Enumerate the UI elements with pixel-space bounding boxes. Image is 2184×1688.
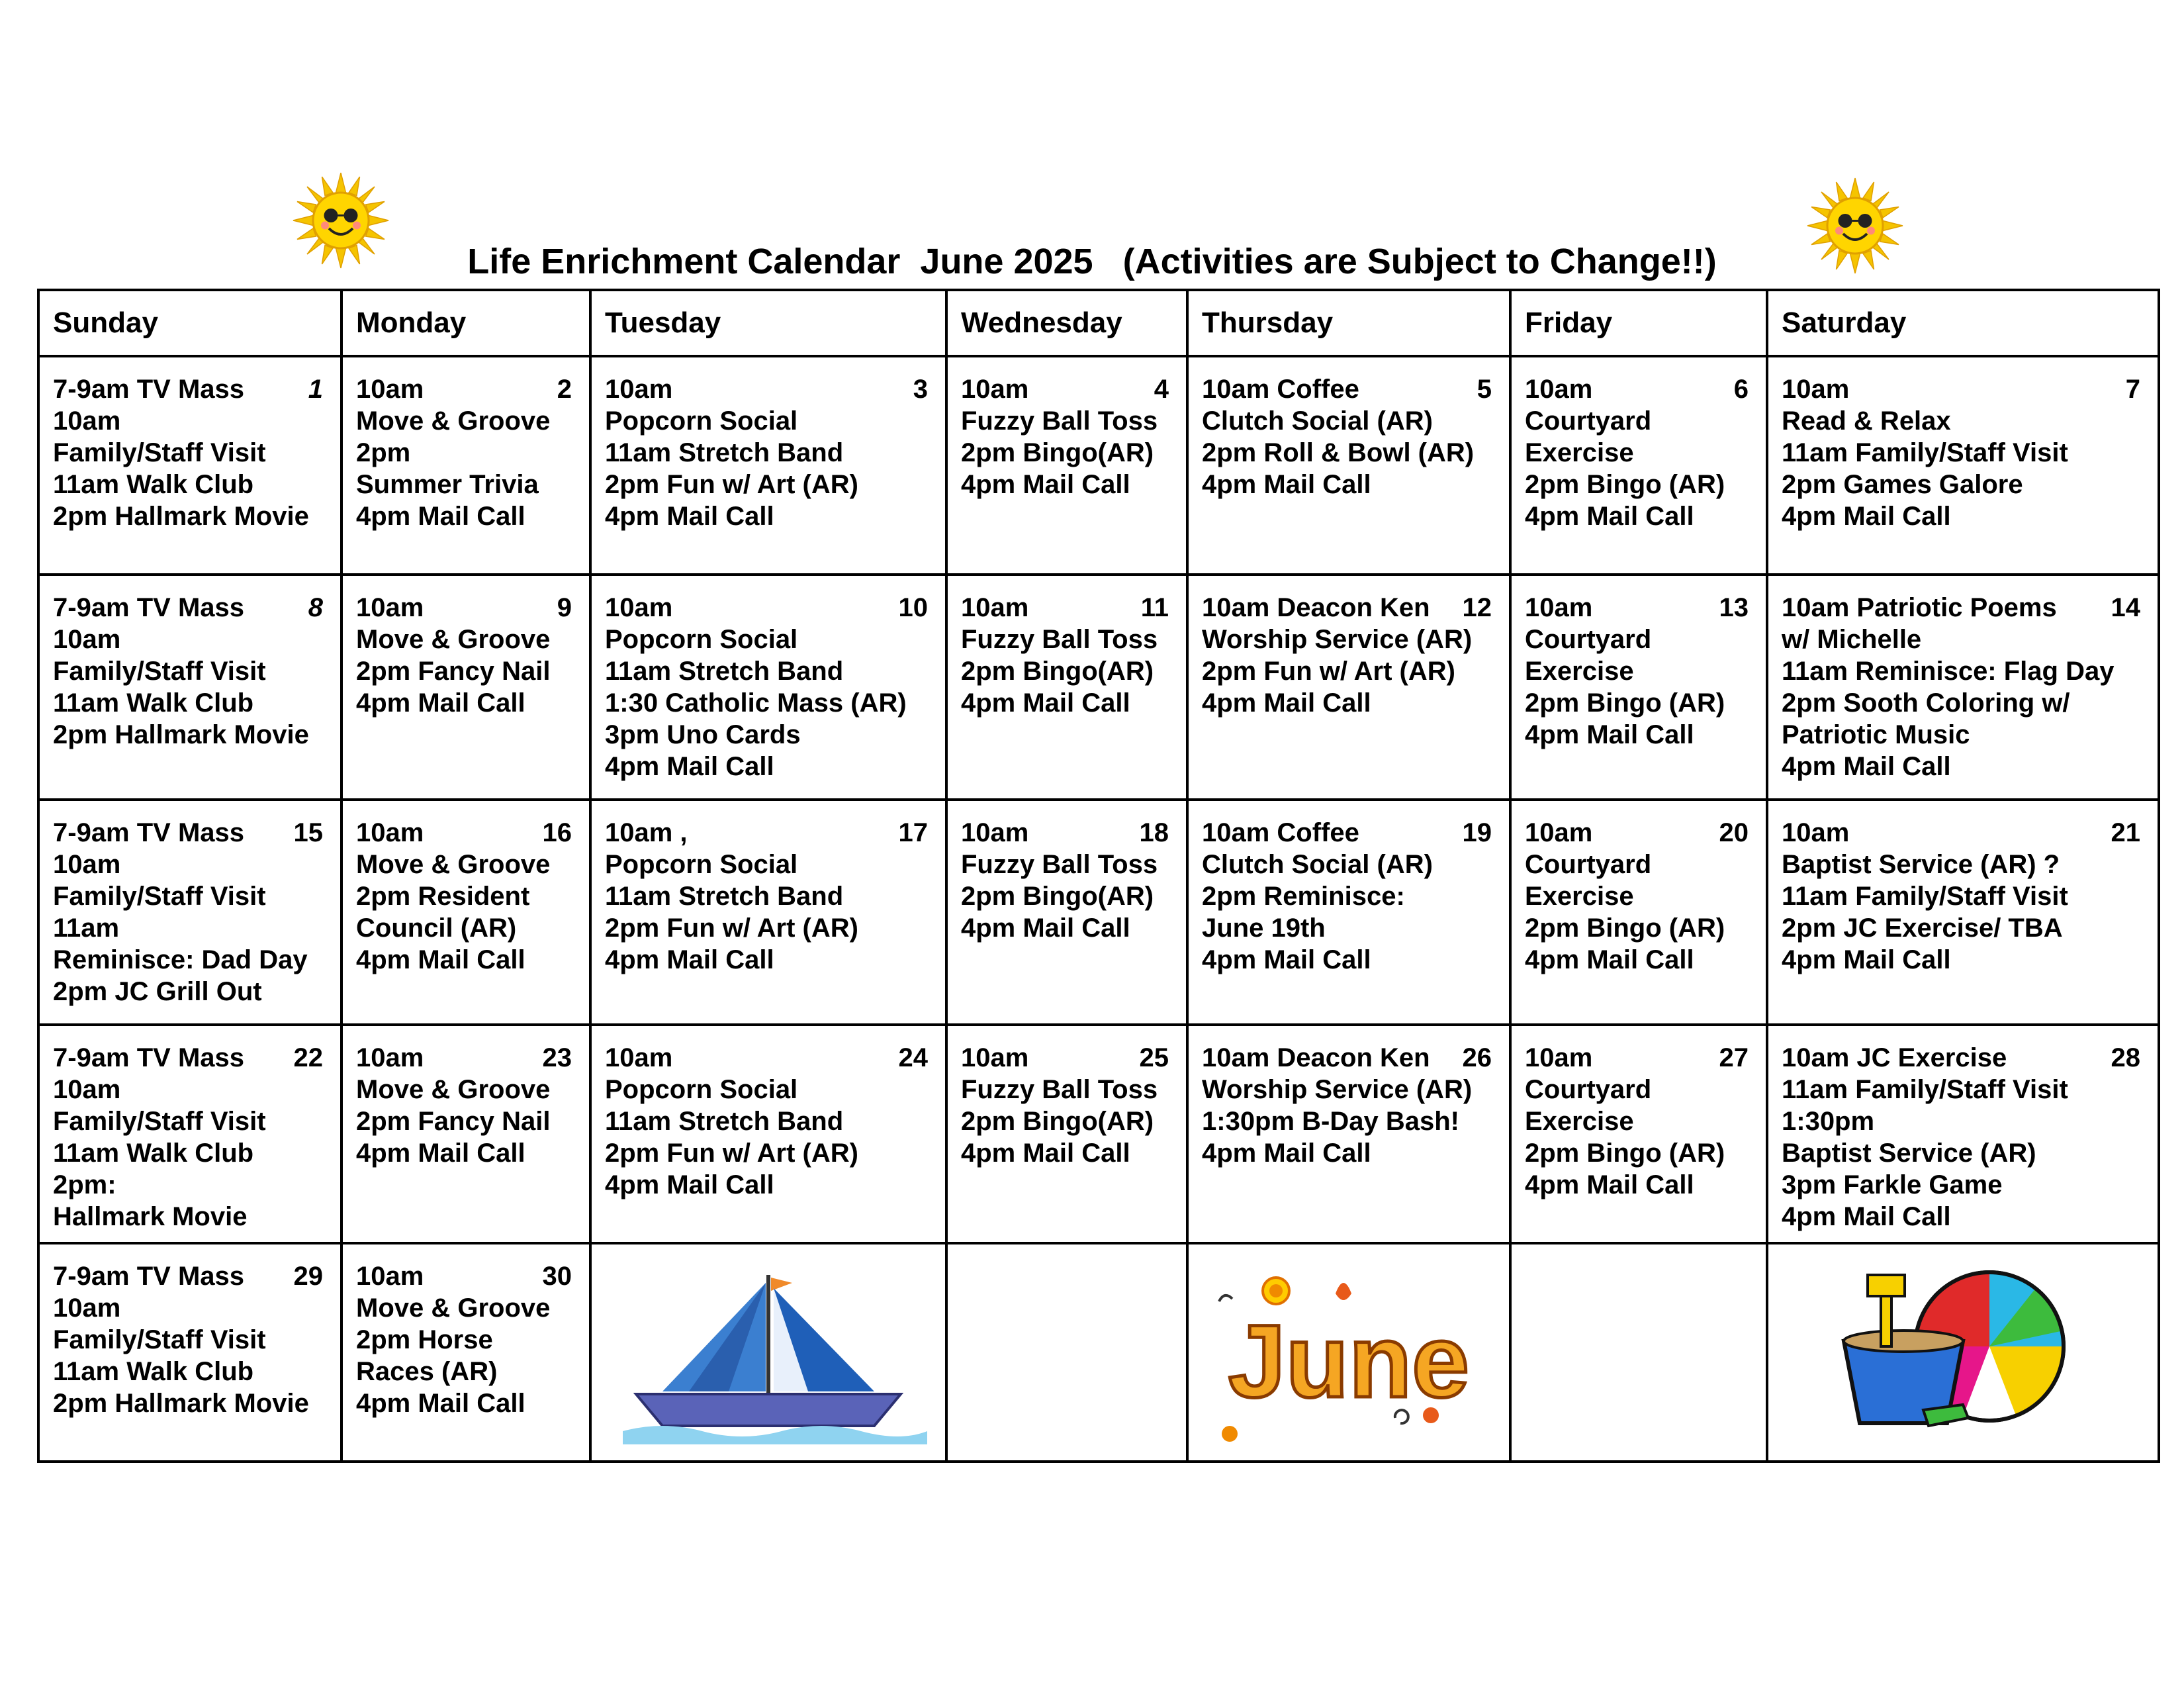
activity-line: Baptist Service (AR) ? [1782,850,2060,879]
activity-line: Fuzzy Ball Toss [961,850,1158,879]
activity-line: 11am [53,914,120,943]
activity-line: 10am [961,1043,1029,1072]
activity-line: 2pm Bingo(AR) [961,1107,1154,1136]
activity-line: 4pm Mail Call [1202,688,1371,718]
activity-line: 4pm Mail Call [1525,720,1694,749]
day-cell [341,800,590,1025]
day-number: 27 [1719,1043,1749,1072]
activity-line: 11am Walk Club [53,1139,254,1168]
day-cell [946,1025,1187,1243]
activity-line: 11am Walk Club [53,1357,254,1386]
day-cell [38,1025,341,1243]
activity-line: 2pm Hallmark Movie [53,1389,309,1418]
activity-line: 11am Reminisce: Flag Day [1782,657,2115,686]
activity-line: 4pm Mail Call [961,914,1130,943]
activity-line: Races (AR) [356,1357,498,1386]
activity-line: Read & Relax [1782,406,1951,436]
day-cell [38,575,341,800]
activity-line: 2pm Bingo (AR) [1525,914,1725,943]
activity-line: 10am [356,1262,424,1291]
activity-line: 11am Family/Staff Visit [1782,438,2068,467]
activity-line: Council (AR) [356,914,517,943]
day-content [1768,357,2158,573]
activity-line: Move & Groove [356,625,551,654]
day-cell [1187,1025,1510,1243]
beach-ball-bucket-icon [1817,1264,2109,1436]
calendar-title: Life Enrichment Calendar June 2025 (Activities are Subject to Change!!) [467,242,1717,281]
day-number: 26 [1462,1043,1492,1072]
day-content [1189,801,1509,1023]
activity-line: Worship Service (AR) [1202,625,1473,654]
activity-line: Exercise [1525,882,1634,911]
day-cell [1510,1025,1767,1243]
week-row [38,800,2159,1025]
activity-line: 2pm Roll & Bowl (AR) [1202,438,1475,467]
activity-line: Popcorn Social [605,406,798,436]
activity-line: 10am [1782,818,1850,847]
day-content [343,357,589,573]
day-number: 8 [308,593,323,622]
day-number: 18 [1139,818,1169,847]
activity-line: Courtyard [1525,850,1652,879]
activity-line: Family/Staff Visit [53,882,266,911]
activity-line: 4pm Mail Call [1525,945,1694,974]
day-cell [946,800,1187,1025]
activity-line: Move & Groove [356,850,551,879]
activity-line: Clutch Social (AR) [1202,850,1433,879]
day-number: 10 [898,593,928,622]
activity-line: 4pm Mail Call [961,470,1130,499]
activity-line: 10am [356,593,424,622]
activity-line: 7-9am TV Mass [53,593,245,622]
sailboat-icon [610,1264,927,1450]
day-number: 25 [1139,1043,1169,1072]
clipart-cell [1767,1243,2159,1462]
activity-line: 4pm Mail Call [1525,502,1694,531]
activity-line: 4pm Mail Call [356,945,525,974]
activity-line: 10am [53,850,121,879]
day-content [1768,1026,2158,1242]
activity-line: 10am [605,375,673,404]
clipart-cell [590,1243,946,1462]
activity-line: 4pm Mail Call [605,945,774,974]
day-cell [1767,800,2159,1025]
activity-line: 10am [961,375,1029,404]
day-content [1189,576,1509,798]
day-cell [1187,575,1510,800]
activity-line: Hallmark Movie [53,1202,248,1231]
day-number: 14 [2111,593,2140,622]
day-number: 11 [1140,593,1169,622]
weekday-header-row [38,290,2159,356]
activity-line: 2pm Bingo (AR) [1525,1139,1725,1168]
activity-line: 4pm Mail Call [1202,945,1371,974]
activity-line: Move & Groove [356,1293,551,1323]
activity-line: 10am Coffee [1202,375,1359,404]
day-number: 1 [308,375,323,404]
activity-line: 2pm Horse [356,1325,493,1354]
activity-line: Move & Groove [356,406,551,436]
activity-line: 4pm Mail Call [356,1389,525,1418]
day-number: 4 [1154,375,1169,404]
activity-line: Exercise [1525,438,1634,467]
activity-line: Patriotic Music [1782,720,1970,749]
day-content [1512,801,1766,1023]
weekday-header: Friday [1510,290,1767,356]
activity-line: 1:30pm B-Day Bash! [1202,1107,1460,1136]
day-cell [341,1243,590,1462]
activity-line: 3pm Farkle Game [1782,1170,2003,1199]
activity-line: 4pm Mail Call [1525,1170,1694,1199]
day-content [343,1244,589,1460]
activity-line: 2pm Fun w/ Art (AR) [605,914,858,943]
day-content [592,1026,945,1242]
weekday-header: Sunday [38,290,341,356]
activity-line: 2pm Bingo(AR) [961,657,1154,686]
activity-line: 10am [53,625,121,654]
day-number: 30 [542,1262,572,1291]
activity-line: 10am Coffee [1202,818,1359,847]
activity-line: 10am [961,818,1029,847]
activity-line: 10am , [605,818,688,847]
day-content [40,576,340,798]
day-content [40,801,340,1023]
week-row [38,1243,2159,1462]
day-content [343,576,589,798]
activity-line: 10am [605,593,673,622]
activity-line: 2pm Bingo (AR) [1525,688,1725,718]
activity-line: 10am [356,375,424,404]
day-content [592,576,945,798]
weekday-header: Tuesday [590,290,946,356]
day-cell [38,356,341,575]
week-row [38,356,2159,575]
day-number: 22 [293,1043,323,1072]
day-number: 20 [1719,818,1749,847]
june-text-icon [1203,1264,1494,1456]
activity-line: Clutch Social (AR) [1202,406,1433,436]
day-cell [1187,356,1510,575]
activity-line: 2pm JC Grill Out [53,977,262,1006]
activity-line: 2pm Fun w/ Art (AR) [605,1139,858,1168]
day-number: 17 [898,818,928,847]
activity-line: w/ Michelle [1782,625,1922,654]
day-number: 29 [293,1262,323,1291]
activity-line: 4pm Mail Call [356,502,525,531]
activity-line: Courtyard [1525,1075,1652,1104]
activity-line: 4pm Mail Call [605,752,774,781]
day-number: 12 [1462,593,1492,622]
day-cell [590,575,946,800]
activity-line: 4pm Mail Call [605,502,774,531]
activity-line: 2pm Bingo(AR) [961,882,1154,911]
activity-line: 10am [1525,1043,1593,1072]
activity-line: 4pm Mail Call [356,688,525,718]
activity-line: Family/Staff Visit [53,657,266,686]
activity-line: 10am JC Exercise [1782,1043,2007,1072]
activity-line: 2pm Fun w/ Art (AR) [1202,657,1455,686]
activity-line: Courtyard [1525,406,1652,436]
activity-line: 10am [356,818,424,847]
activity-line: Move & Groove [356,1075,551,1104]
activity-line: 1:30pm [1782,1107,1875,1136]
day-content [343,801,589,1023]
day-cell [590,1025,946,1243]
day-content [40,1026,340,1242]
activity-line: Courtyard [1525,625,1652,654]
day-cell [1510,356,1767,575]
day-number: 15 [293,818,323,847]
activity-line: 4pm Mail Call [605,1170,774,1199]
activity-line: 2pm: [53,1170,116,1199]
activity-line: 4pm Mail Call [1782,502,1951,531]
day-content [1768,801,2158,1023]
activity-line: 4pm Mail Call [1782,1202,1951,1231]
day-number: 13 [1719,593,1749,622]
activity-line: 10am [53,1075,121,1104]
activity-line: Family/Staff Visit [53,1107,266,1136]
activity-line: 2pm Reminisce: [1202,882,1405,911]
activity-line: 4pm Mail Call [1782,945,1951,974]
activity-line: 10am [356,1043,424,1072]
day-number: 21 [2111,818,2140,847]
day-cell [1767,1025,2159,1243]
activity-line: 11am Stretch Band [605,438,844,467]
activity-line: Fuzzy Ball Toss [961,1075,1158,1104]
empty-cell [1510,1243,1767,1462]
calendar-grid [37,289,2160,1463]
activity-line: 11am Stretch Band [605,1107,844,1136]
activity-line: 7-9am TV Mass [53,1043,245,1072]
day-cell [590,800,946,1025]
activity-line: 2pm Games Galore [1782,470,2023,499]
day-number: 2 [557,375,572,404]
activity-line: 7-9am TV Mass [53,818,245,847]
day-content [948,801,1186,1023]
week-row [38,1025,2159,1243]
activity-line: Exercise [1525,1107,1634,1136]
day-content [1189,1026,1509,1242]
activity-line: Fuzzy Ball Toss [961,406,1158,436]
day-cell [38,800,341,1025]
day-cell [946,575,1187,800]
day-content [343,1026,589,1242]
day-cell [1510,575,1767,800]
day-content [948,1026,1186,1242]
activity-line: 11am Walk Club [53,470,254,499]
day-content [1768,576,2158,798]
day-cell [1767,356,2159,575]
activity-line: 10am Deacon Ken [1202,593,1430,622]
activity-line: 10am Deacon Ken [1202,1043,1430,1072]
activity-line: 10am [53,406,121,436]
activity-line: 1:30 Catholic Mass (AR) [605,688,907,718]
day-cell [341,1025,590,1243]
day-number: 16 [542,818,572,847]
week-row [38,575,2159,800]
activity-line: 11am Family/Staff Visit [1782,1075,2068,1104]
day-content [40,357,340,573]
activity-line: Popcorn Social [605,1075,798,1104]
day-cell [590,356,946,575]
activity-line: 2pm Bingo (AR) [1525,470,1725,499]
activity-line: 4pm Mail Call [1782,752,1951,781]
activity-line: 4pm Mail Call [961,1139,1130,1168]
day-number: 23 [542,1043,572,1072]
activity-line: 7-9am TV Mass [53,375,245,404]
day-content [1512,1026,1766,1242]
activity-line: 10am [1525,593,1593,622]
activity-line: 2pm Fancy Nail [356,1107,551,1136]
day-content [40,1244,340,1460]
day-number: 28 [2111,1043,2140,1072]
activity-line: 4pm Mail Call [961,688,1130,718]
day-content [592,357,945,573]
activity-line: Baptist Service (AR) [1782,1139,2036,1168]
day-cell [38,1243,341,1462]
weekday-header: Wednesday [946,290,1187,356]
day-cell [946,356,1187,575]
activity-line: 2pm JC Exercise/ TBA [1782,914,2063,943]
day-content [1512,576,1766,798]
activity-line: 10am [53,1293,121,1323]
activity-line: Family/Staff Visit [53,1325,266,1354]
day-number: 6 [1733,375,1749,404]
activity-line: 11am Walk Club [53,688,254,718]
day-cell [1187,800,1510,1025]
activity-line: Family/Staff Visit [53,438,266,467]
activity-line: 10am [605,1043,673,1072]
day-number: 9 [557,593,572,622]
empty-cell [946,1243,1187,1462]
activity-line: 2pm Hallmark Movie [53,502,309,531]
weekday-header: Thursday [1187,290,1510,356]
day-number: 7 [2125,375,2140,404]
activity-line: 2pm Hallmark Movie [53,720,309,749]
day-cell [1767,575,2159,800]
day-content [1189,357,1509,573]
activity-line: 10am [1525,818,1593,847]
activity-line: 11am Stretch Band [605,882,844,911]
activity-line: 4pm Mail Call [1202,470,1371,499]
day-number: 19 [1462,818,1492,847]
activity-line: Reminisce: Dad Day [53,945,308,974]
day-cell [1510,800,1767,1025]
day-content [948,357,1186,573]
activity-line: Exercise [1525,657,1634,686]
day-content [1512,357,1766,573]
activity-line: 10am [961,593,1029,622]
day-number: 24 [898,1043,928,1072]
day-content [948,576,1186,798]
activity-line: Popcorn Social [605,625,798,654]
activity-line: 2pm Fancy Nail [356,657,551,686]
day-content [592,801,945,1023]
weekday-header: Monday [341,290,590,356]
day-number: 3 [913,375,928,404]
june-text: June [1228,1304,1470,1419]
activity-line: 11am Stretch Band [605,657,844,686]
activity-line: 2pm Fun w/ Art (AR) [605,470,858,499]
activity-line: 4pm Mail Call [356,1139,525,1168]
activity-line: 4pm Mail Call [1202,1139,1371,1168]
day-cell [341,575,590,800]
activity-line: 11am Family/Staff Visit [1782,882,2068,911]
clipart-cell [1187,1243,1510,1462]
activity-line: Summer Trivia [356,470,539,499]
activity-line: Popcorn Social [605,850,798,879]
activity-line: Fuzzy Ball Toss [961,625,1158,654]
activity-line: June 19th [1202,914,1326,943]
activity-line: 10am [1525,375,1593,404]
day-cell [341,356,590,575]
activity-line: 10am [1782,375,1850,404]
activity-line: 7-9am TV Mass [53,1262,245,1291]
day-number: 5 [1477,375,1492,404]
activity-line: 10am Patriotic Poems [1782,593,2057,622]
activity-line: 3pm Uno Cards [605,720,801,749]
weekday-header: Saturday [1767,290,2159,356]
activity-line: 2pm Resident [356,882,530,911]
activity-line: Worship Service (AR) [1202,1075,1473,1104]
activity-line: 2pm Sooth Coloring w/ [1782,688,2070,718]
activity-line: 2pm Bingo(AR) [961,438,1154,467]
activity-line: 2pm [356,438,411,467]
